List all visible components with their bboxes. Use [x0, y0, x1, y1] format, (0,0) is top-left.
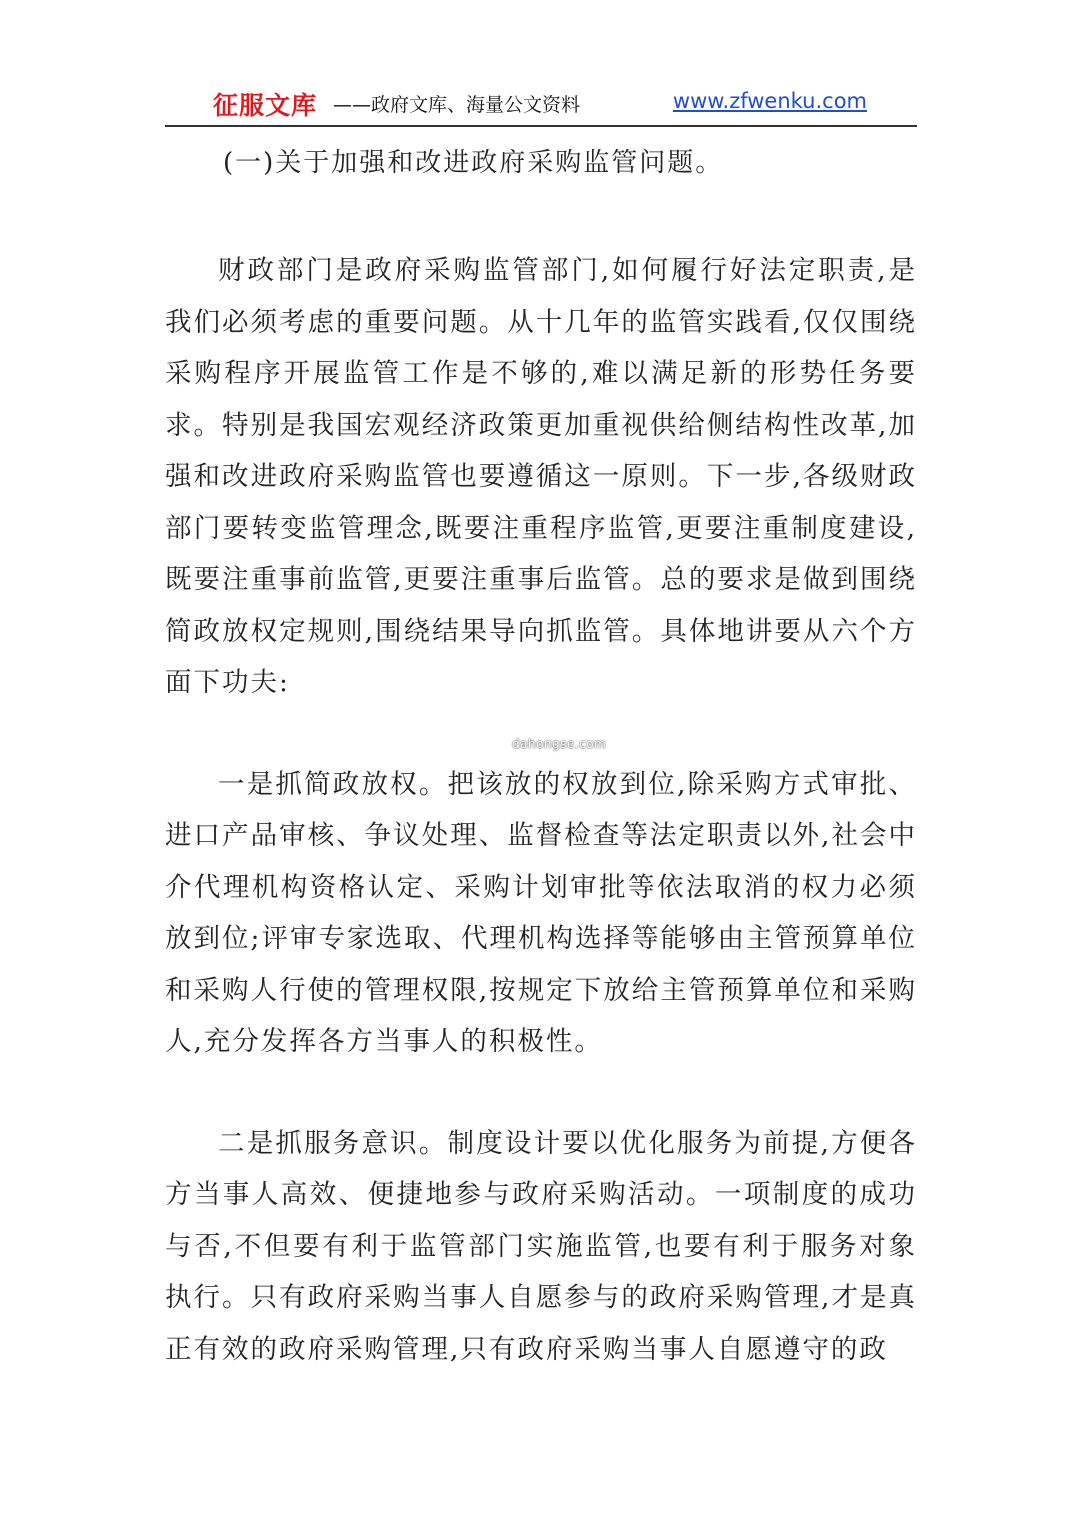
paragraph-point-one: 一是抓简政放权。把该放的权放到位,除采购方式审批、进口产品审核、争议处理、监督检查等法定职责以外,社会中介代理机构资格认定、采购计划审批等依法取消的权力必须放到位;评审专家选取、代理机构选择等能够由主管预算单位和采购人行使的管理权限,按规定下放给主管预算单位和采购人,充分发挥各方当事人的积极性。	[165, 768, 917, 1057]
section-heading: (一)关于加强和改进政府采购监管问题。	[223, 148, 724, 178]
paragraph-point-two: 二是抓服务意识。制度设计要以优化服务为前提,方便各方当事人高效、便捷地参与政府采购活动。一项制度的成功与否,不但要有利于监管部门实施监管,也要有利于服务对象执行。只有政府采购当事人自愿参与的政府采购管理,才是真正有效的政府采购管理,只有政府采购当事人自愿遵守的政	[165, 1127, 917, 1365]
page-header	[165, 84, 917, 124]
watermark-text: dahongse.com	[512, 737, 607, 751]
brand-logo-text: 征服文库	[213, 91, 318, 120]
site-url-link[interactable]: www.zfwenku.com	[672, 89, 867, 113]
paragraph-intro: 财政部门是政府采购监管部门,如何履行好法定职责,是我们必须考虑的重要问题。从十几年的监管实践看,仅仅围绕采购程序开展监管工作是不够的,难以满足新的形势任务要求。特别是我国宏观经济政策更加重视供给侧结构性改革,加强和改进政府采购监管也要遵循这一原则。下一步,各级财政部门要转变监管理念,既要注重程序监管,更要注重制度建设,既要注重事前监管,更要注重事后监管。总的要求是做到围绕简政放权定规则,围绕结果导向抓监管。具体地讲要从六个方面下功夫:	[165, 255, 917, 698]
document-body	[165, 138, 917, 1375]
header-tagline: ——政府文库、海量公文资料	[333, 94, 581, 116]
header-divider	[165, 125, 917, 127]
